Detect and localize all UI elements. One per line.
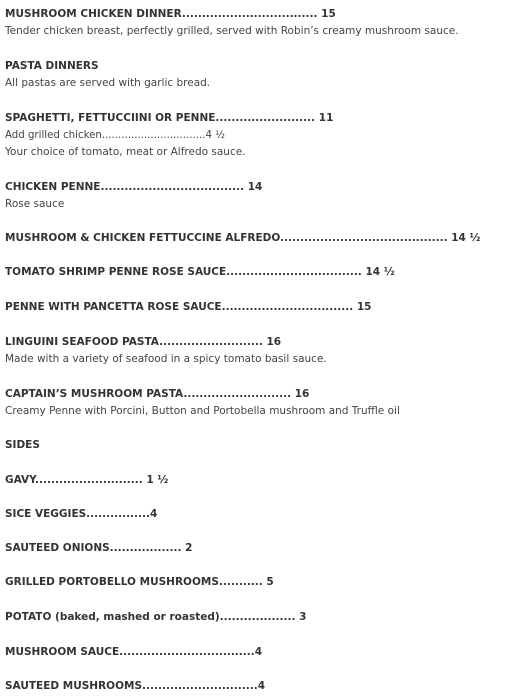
menu-item-title: CHICKEN PENNE.................................... 14: [5, 181, 263, 193]
menu-item-penne-pancetta: [5, 301, 523, 314]
menu-item-title: GRILLED PORTOBELLO MUSHROOMS........... 5: [5, 576, 274, 588]
side-item-sauteed-mushrooms: [5, 680, 523, 693]
side-item-mushroom-sauce: [5, 646, 523, 659]
side-item-potato: [5, 611, 523, 624]
menu-item-description: Your choice of tomato, meat or Alfredo sauce.: [5, 146, 246, 158]
section-pasta-dinners: [5, 60, 523, 90]
section-sides: [5, 439, 523, 452]
menu-item-title: GAVY........................... 1 ½: [5, 474, 169, 486]
menu-item-title: MUSHROOM SAUCE..................................4: [5, 646, 263, 658]
menu-item-description: Tender chicken breast, perfectly grilled, served with Robin’s creamy mushroom sauce.: [5, 25, 459, 37]
menu-item-spaghetti: [5, 112, 523, 159]
side-item-gavy: [5, 474, 523, 487]
menu-item-title: LINGUINI SEAFOOD PASTA.......................... 16: [5, 336, 282, 348]
menu-item-title: MUSHROOM & CHICKEN FETTUCCINE ALFREDO.......................................... 14 ½: [5, 232, 481, 244]
menu-item-title: POTATO (baked, mashed or roasted)................... 3: [5, 611, 307, 623]
menu-item-description: Made with a variety of seafood in a spicy tomato basil sauce.: [5, 353, 327, 365]
side-item-sice-veggies: [5, 508, 523, 521]
menu-item-title: MUSHROOM CHICKEN DINNER.................................. 15: [5, 8, 336, 20]
menu-item-addon: Add grilled chicken................................4 ½: [5, 130, 226, 141]
menu-item-mushroom-chicken-fettuccine: [5, 232, 523, 245]
side-item-grilled-portobello: [5, 576, 523, 589]
menu-item-title: CAPTAIN’S MUSHROOM PASTA........................... 16: [5, 388, 310, 400]
menu-item-captains-mushroom-pasta: [5, 388, 523, 418]
menu-item-description: Creamy Penne with Porcini, Button and Portobella mushroom and Truffle oil: [5, 405, 400, 417]
section-heading: SIDES: [5, 439, 40, 451]
side-item-sauteed-onions: [5, 542, 523, 555]
section-heading: PASTA DINNERS: [5, 60, 99, 72]
menu-item-title: SAUTEED MUSHROOMS.............................4: [5, 680, 266, 692]
menu-item-title: SAUTEED ONIONS.................. 2: [5, 542, 193, 554]
menu-item-title: TOMATO SHRIMP PENNE ROSE SAUCE.................................. 14 ½: [5, 266, 395, 278]
menu-item-title: PENNE WITH PANCETTA ROSE SAUCE................................. 15: [5, 301, 372, 313]
menu-item-mushroom-chicken-dinner: [5, 8, 523, 38]
menu-item-chicken-penne: [5, 181, 523, 211]
menu-item-description: Rose sauce: [5, 198, 65, 210]
menu-item-linguini-seafood: [5, 336, 523, 366]
menu-item-tomato-shrimp-penne: [5, 266, 523, 279]
menu-item-title: SPAGHETTI, FETTUCCIINI OR PENNE......................... 11: [5, 112, 334, 124]
menu-item-title: SICE VEGGIES................4: [5, 508, 158, 520]
section-note: All pastas are served with garlic bread.: [5, 77, 211, 89]
